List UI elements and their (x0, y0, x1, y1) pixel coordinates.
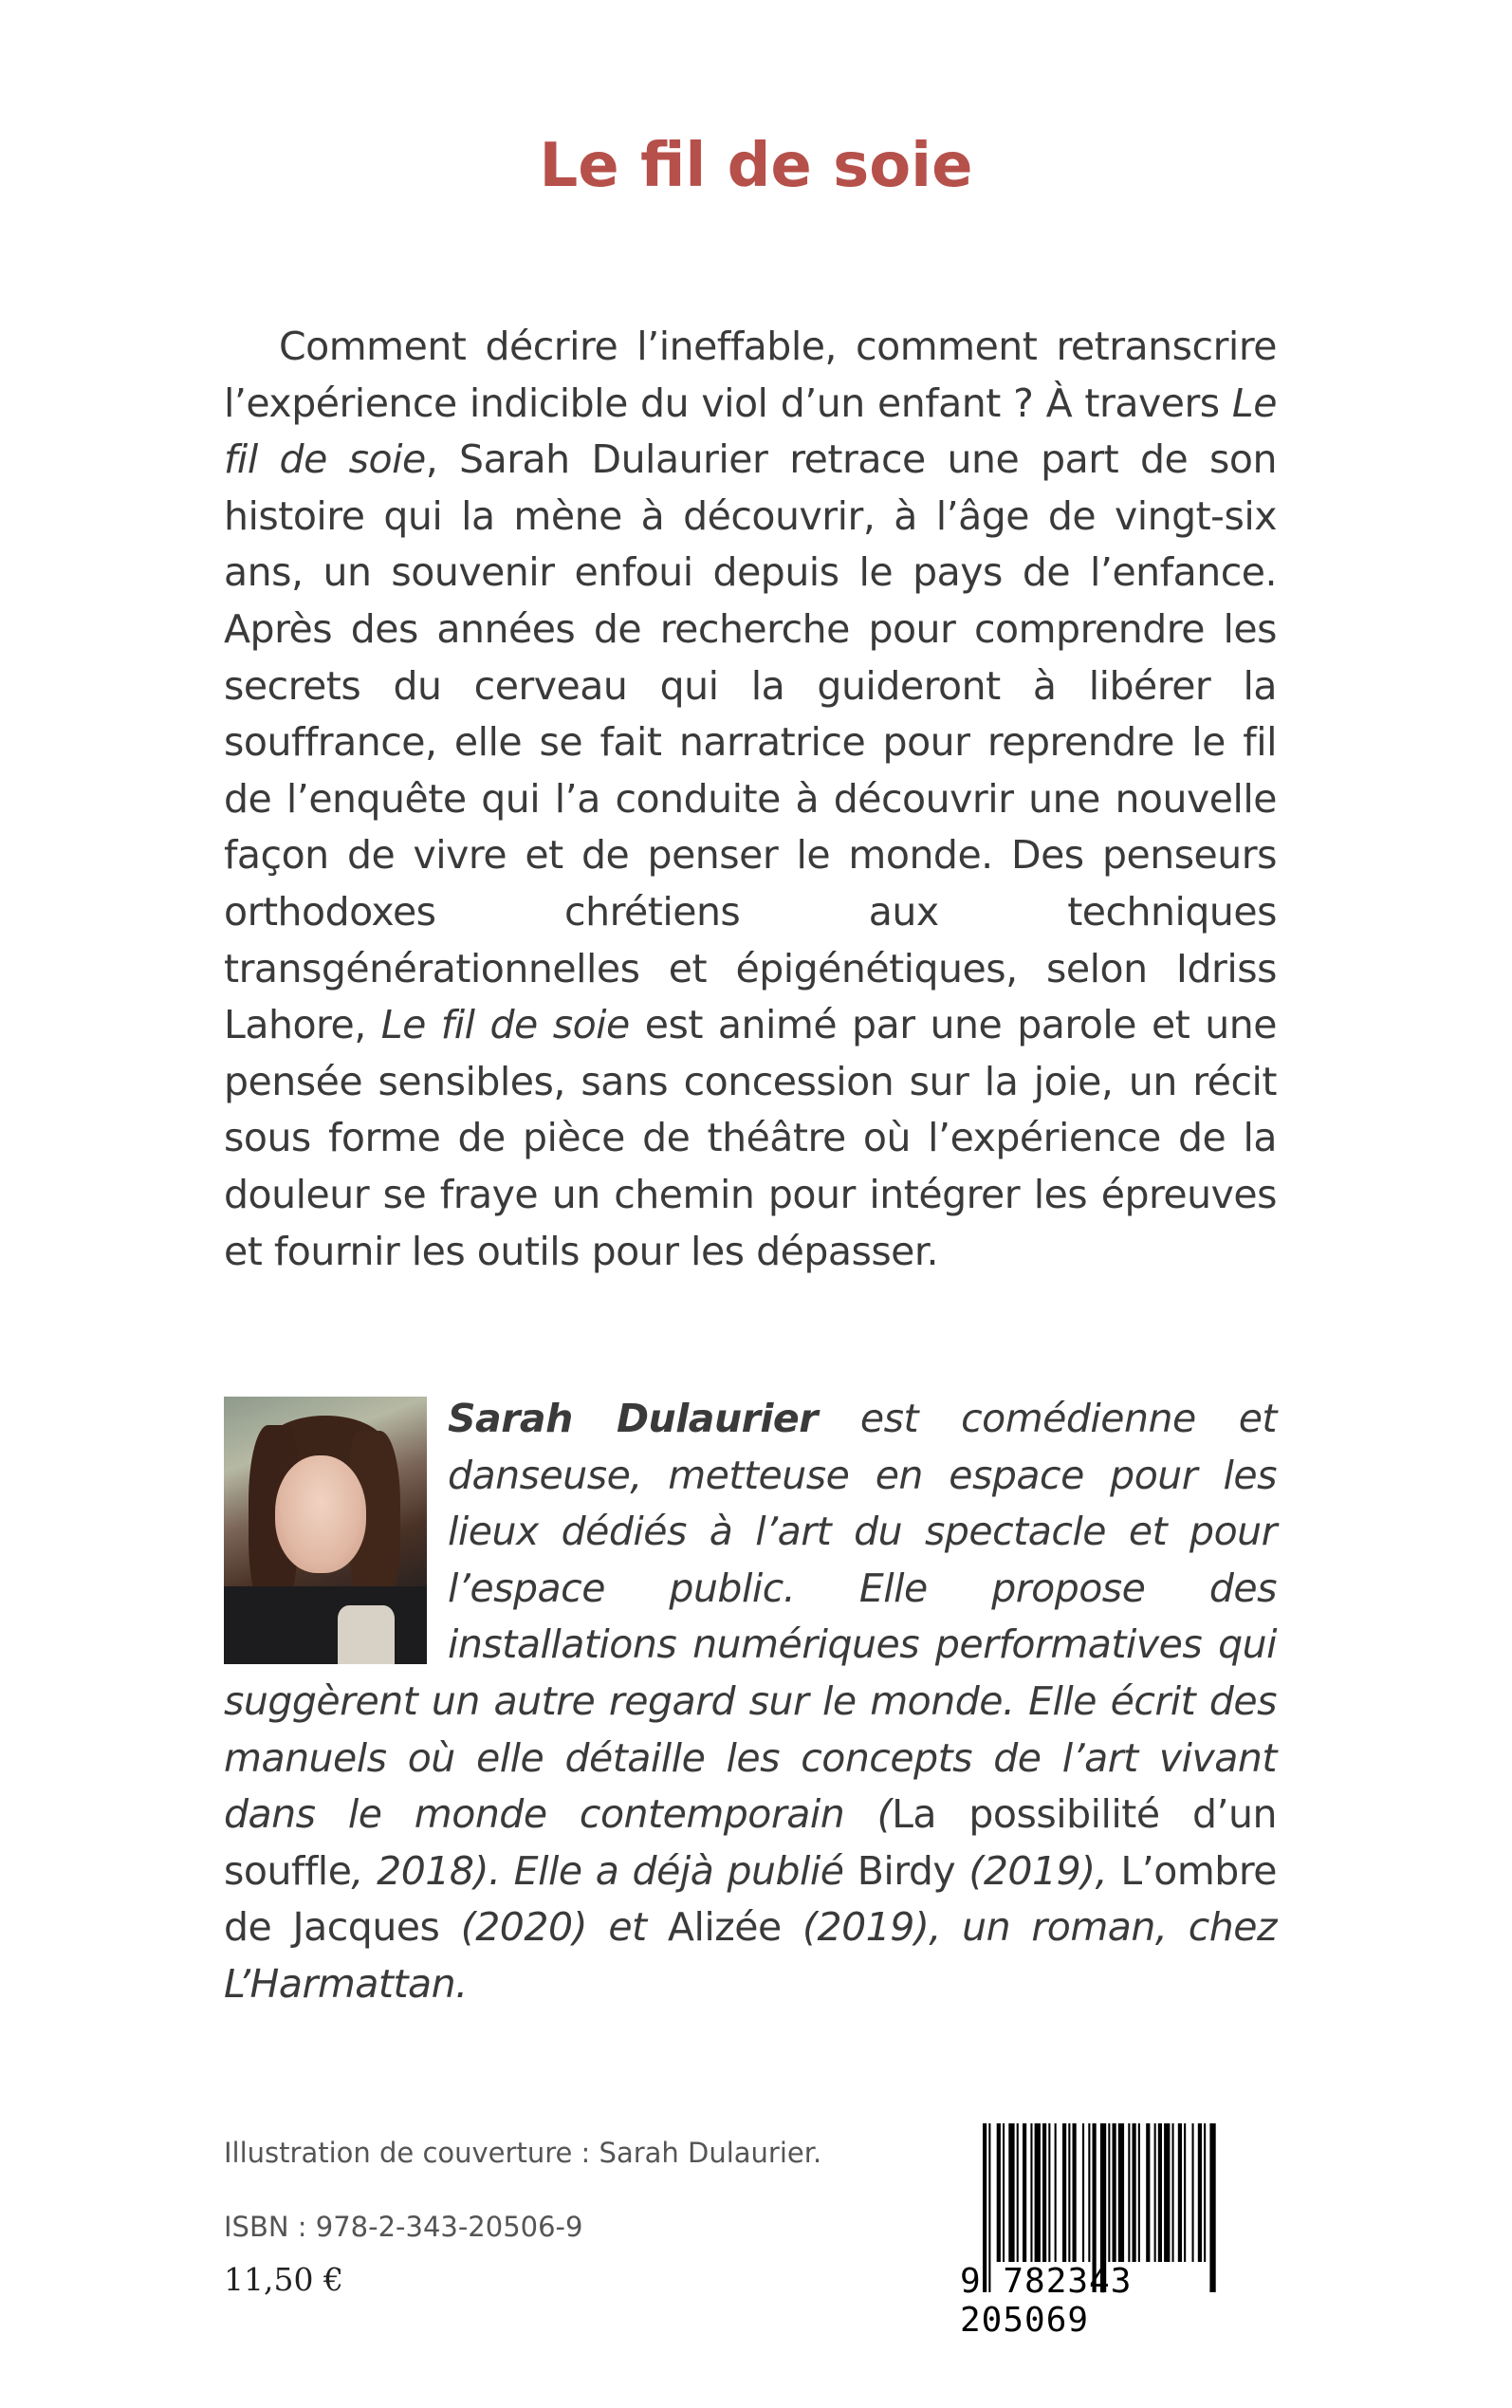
summary-title-ref: Le fil de soie (224, 380, 1277, 483)
author-work-title: La possibilité d’un souffle (224, 1791, 1277, 1894)
author-bio-text: (2019), (955, 1847, 1121, 1894)
summary-text: est animé par une parole et une pensée sensibles, sans concession sur la joie, un récit sous forme de pièce de théâtre où l’expérience de la douleur se fraye un chemin pour intégrer les épreuves et fournir les outils pour les dépasser. (224, 1002, 1277, 1274)
summary-paragraph (224, 319, 1277, 1280)
author-work-title: L’ombre de Jacques (224, 1847, 1277, 1951)
author-bio-text: (2020) et (439, 1904, 668, 1951)
summary-text: Comment décrire l’ineffable, comment retranscrire l’expérience indicible du viol d’un enfant ? À travers (224, 324, 1277, 426)
author-work-title: Alizée (667, 1904, 782, 1951)
author-name: Sarah Dulaurier (448, 1396, 818, 1441)
author-bio-text: est comédienne et danseuse, metteuse en espace pour les lieux dédiés à l’art du spectacle et pour l’espace public. Elle propose des installations numériques performatives qui suggèrent un autre regard sur le monde. Elle écrit des manuels où elle détaille les concepts de l’art vivant dans le monde contemporain ( (224, 1396, 1277, 1838)
book-summary (224, 319, 1277, 1280)
author-bio-text: , 2018). Elle a déjà publié (351, 1847, 857, 1894)
price: 11,50 € (224, 2261, 343, 2298)
author-bio (224, 1391, 1277, 2013)
barcode-digits: 9 782343 205069 (960, 2262, 1133, 2340)
author-photo (224, 1397, 427, 1664)
author-bio-text: (2019), un roman, chez L’Harmattan. (224, 1904, 1278, 2007)
author-work-title: Birdy (857, 1847, 956, 1894)
summary-text: , Sarah Dulaurier retrace une part de son histoire qui la mène à découvrir, à l’âge de vingt-six ans, un souvenir enfoui depuis le pays de l’enfance. Après des années de recherche pour comprendre les secrets du cerveau qui la guideront à libérer la souffrance, elle se fait narratrice pour reprendre le fil de l’enquête qui l’a conduite à découvrir une nouvelle façon de vivre et de penser le monde. Des penseurs orthodoxes chrétiens aux techniques transgénérationnelles et épigénétiques, selon Idriss Lahore, (224, 436, 1277, 1048)
book-title: Le fil de soie (539, 131, 973, 201)
summary-title-ref: Le fil de soie (380, 1002, 630, 1048)
cover-credit: Illustration de couverture : Sarah Dulaurier. (224, 2137, 822, 2169)
isbn: ISBN : 978-2-343-20506-9 (224, 2211, 583, 2243)
